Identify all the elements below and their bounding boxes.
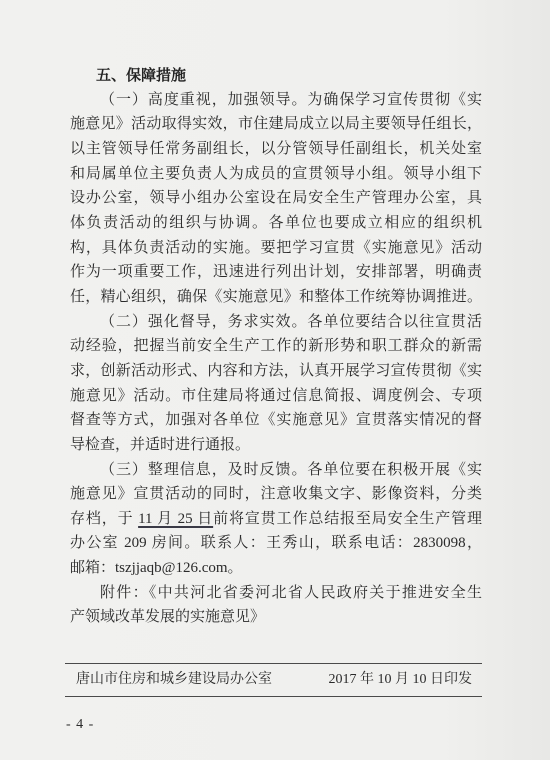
paragraph-line: 体负责活动的组织与协调。各单位也要成立相应的组织机: [70, 214, 482, 231]
footer-date: 2017 年 10 月 10 日印发: [328, 672, 472, 687]
paragraph-line: [70, 507, 482, 532]
paragraph-line: 施意见》活动。市住建局将通过信息简报、调度例会、专项: [70, 387, 482, 404]
paragraph-line: 和局属单位主要负责人为成员的宣贯领导小组。领导小组下: [70, 165, 482, 182]
paragraph-line: （三）整理信息，及时反馈。各单位要在积极开展《实: [100, 461, 482, 478]
section-heading: 五、保障措施: [96, 66, 187, 84]
paragraph-line: （二）强化督导，务求实效。各单位要结合以往宣贯活: [100, 313, 482, 330]
deadline-date: 11 月 25 日: [138, 510, 214, 527]
line-text: 前将宣贯工作总结报至局安全生产管理: [213, 510, 482, 527]
footer: [65, 670, 482, 690]
paragraph-line: 导检查，并适时进行通报。: [70, 436, 251, 453]
paragraph-feedback: [70, 458, 482, 581]
paragraph-line: 以主管领导任常务副组长，以分管领导任副组长，机关处室: [70, 140, 482, 157]
paragraph-line: 动经验，把握当前安全生产工作的新形势和职工群众的新需: [70, 338, 482, 355]
paragraph-supervision: [70, 310, 482, 458]
paragraph-line: 督查等方式，加强对各单位《实施意见》宣贯落实情况的督: [70, 412, 482, 429]
paragraph-line: 构，具体负责活动的实施。要把学习宣贯《实施意见》活动: [70, 239, 482, 256]
paragraph-line: 求，创新活动形式、内容和方法，认真开展学习宣传贯彻《实: [70, 362, 482, 379]
section-body: [70, 63, 482, 630]
footer-bottom-rule: [65, 696, 482, 697]
paragraph-line: 附件：《中共河北省委河北省人民政府关于推进安全生: [100, 584, 482, 601]
paragraph-line: 施意见》宣贯活动的同时，注意收集文字、影像资料，分类: [70, 486, 482, 503]
page-number: - 4 -: [66, 717, 95, 732]
line-text: 存档，于: [70, 510, 139, 527]
paragraph-line: 作为一项重要工作，迅速进行列出计划，安排部署，明确责: [70, 264, 482, 281]
paragraph-line: 产领域改革发展的实施意见》: [70, 609, 266, 626]
paragraph-leadership: [70, 88, 482, 310]
footer-top-rule: [65, 663, 482, 664]
paragraph-line: 任，精心组织，确保《实施意见》和整体工作统筹协调推进。: [70, 288, 482, 305]
footer-issuer: 唐山市住房和城乡建设局办公室: [76, 672, 272, 687]
paragraph-line: （一）高度重视，加强领导。为确保学习宣传贯彻《实: [100, 91, 482, 108]
paragraph-line: 邮箱：tszjjaqb@126.com。: [70, 560, 243, 577]
paragraph-line: 办公室 209 房间。联系人：王秀山，联系电话：2830098，: [70, 535, 482, 552]
paragraph-line: 施意见》活动取得实效，市住建局成立以局主要领导任组长，: [70, 116, 482, 133]
paragraph-line: 设办公室，领导小组办公室设在局安全生产管理办公室，具: [70, 190, 482, 207]
paragraph-attachment: [70, 581, 482, 630]
